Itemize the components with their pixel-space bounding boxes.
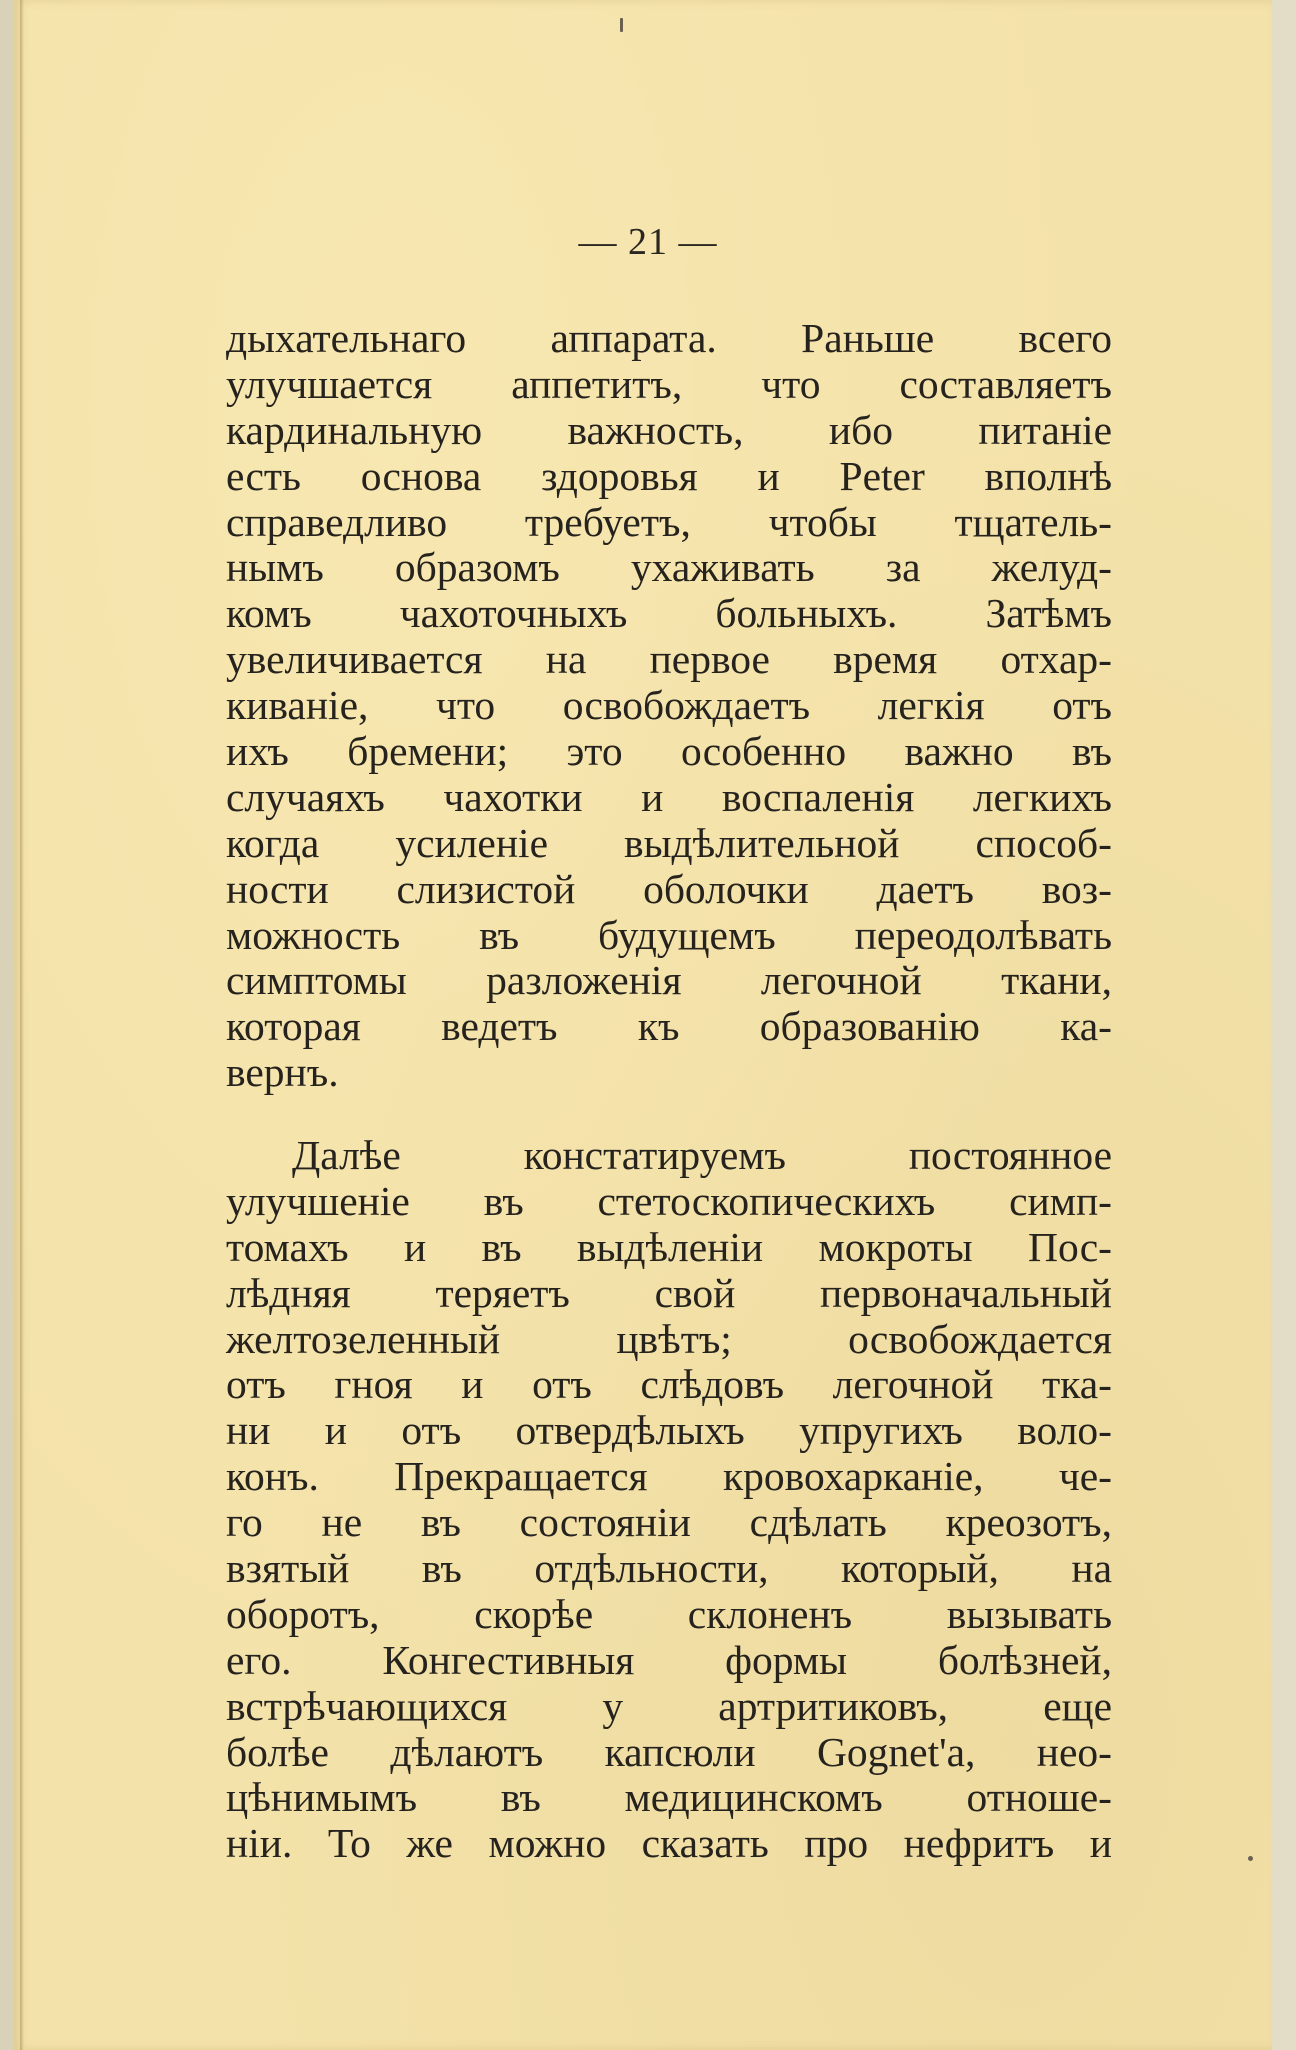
text-line: ни и отъ отвердѣлыхъ упругихъ воло- (226, 1407, 1112, 1454)
text-line: вернъ. (226, 1049, 339, 1096)
ink-speck (1248, 1856, 1253, 1861)
text-line: увеличивается на первое время отхар- (226, 636, 1112, 683)
text-line: го не въ состояніи сдѣлать креозотъ, (226, 1499, 1112, 1546)
paragraph-2 (226, 1133, 1112, 1867)
page-number: — 21 — (578, 221, 718, 263)
text-line: симптомы разложенія легочной ткани, (226, 957, 1112, 1004)
page-binding-edge (20, 0, 24, 2050)
text-line: ніи. То же можно сказать про нефритъ и (226, 1820, 1112, 1867)
text-line: цѣнимымъ въ медицинскомъ отноше- (226, 1774, 1112, 1821)
text-line: дыхательнаго аппарата. Раньше всего (226, 315, 1112, 361)
text-line: лѣдняя теряетъ свой первоначальный (226, 1269, 1112, 1316)
text-line: есть основа здоровья и Peter вполнѣ (226, 452, 1112, 499)
text-line: Далѣе констатируемъ постоянное (292, 1132, 1112, 1178)
paragraph-1 (226, 316, 1112, 1096)
text-line: болѣе дѣлаютъ капсюли Gognet'а, нео- (226, 1728, 1112, 1775)
text-line: случаяхъ чахотки и воспаленія легкихъ (226, 773, 1112, 820)
text-line: можность въ будущемъ переодолѣвать (226, 911, 1112, 958)
text-line: нымъ образомъ ухаживать за желуд- (226, 544, 1112, 591)
text-line: взятый въ отдѣльности, который, на (226, 1545, 1112, 1592)
text-line: ности слизистой оболочки даетъ воз- (226, 865, 1112, 912)
text-line: киваніе, что освобождаетъ легкія отъ (226, 682, 1112, 729)
text-line: томахъ и въ выдѣленіи мокроты Пос- (226, 1223, 1112, 1270)
ink-speck (620, 18, 623, 32)
scan-margin-strip (1272, 0, 1296, 2050)
text-line: улучшается аппетитъ, что составляетъ (226, 360, 1112, 407)
text-line: желтозеленный цвѣтъ; освобождается (226, 1315, 1112, 1362)
text-line: конъ. Прекращается кровохарканіе, че- (226, 1453, 1112, 1500)
text-line: справедливо требуетъ, чтобы тщатель- (226, 498, 1112, 545)
text-line: улучшеніе въ стетоскопическихъ симп- (226, 1177, 1112, 1224)
text-line: ихъ бремени; это особенно важно въ (226, 728, 1112, 775)
text-line: которая ведетъ къ образованію ка- (226, 1003, 1112, 1050)
text-line: когда усиленіе выдѣлительной способ- (226, 819, 1112, 866)
text-line: кардинальную важность, ибо питаніе (226, 406, 1112, 453)
text-line: комъ чахоточныхъ больныхъ. Затѣмъ (226, 590, 1112, 637)
text-line: его. Конгестивныя формы болѣзней, (226, 1636, 1112, 1683)
text-line: отъ гноя и отъ слѣдовъ легочной тка- (226, 1361, 1112, 1408)
text-line: оборотъ, скорѣе склоненъ вызывать (226, 1590, 1112, 1637)
text-line: встрѣчающихся у артритиковъ, еще (226, 1682, 1112, 1729)
